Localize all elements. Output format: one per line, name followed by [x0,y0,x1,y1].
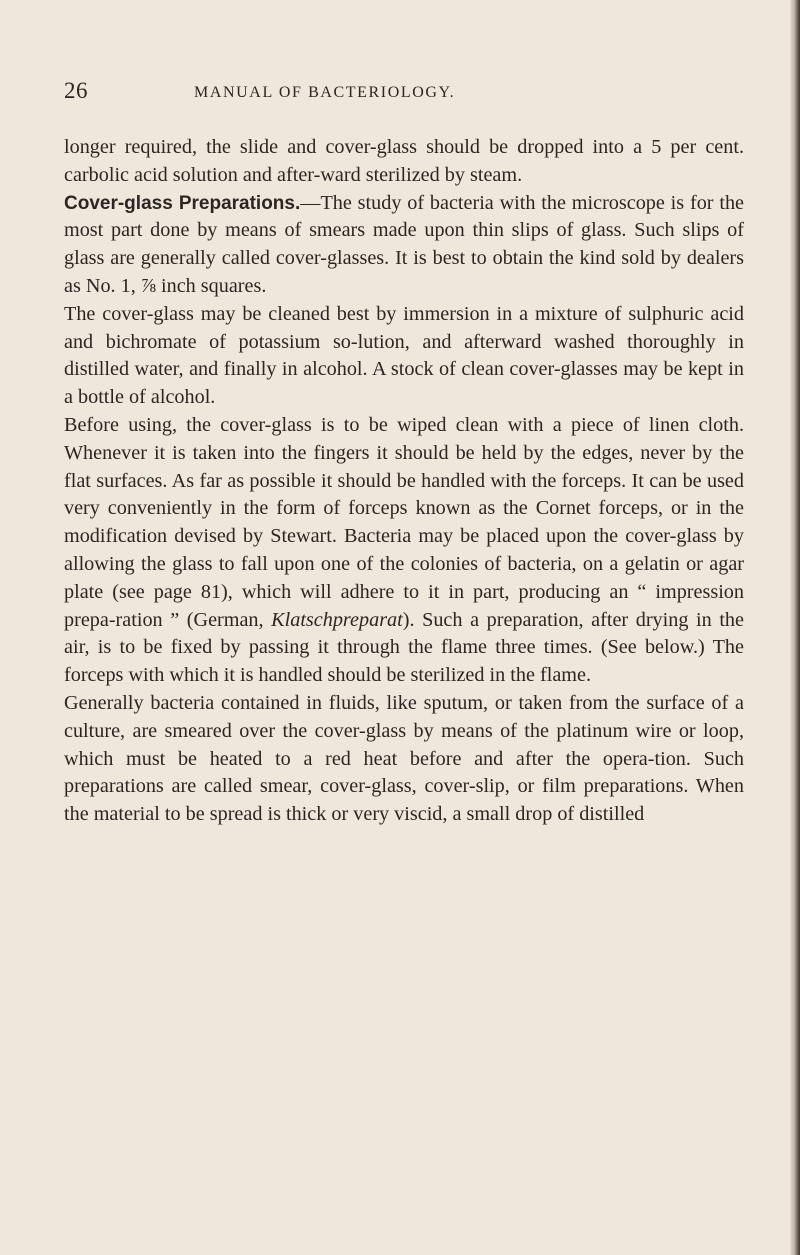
german-term: Klatschpreparat [271,608,403,631]
paragraph-5: Generally bacteria contained in fluids, like sputum, or taken from the surface of a culture, are smeared over the cover-glass by means of the platinum wire or loop, which must be heated to a red heat before and after the opera-tion. Such preparations are called smear, cover-glass, cover-slip, or film preparations. When the material to be spread is thick or very viscid, a small drop of distilled [64,691,744,826]
paragraph-2 [64,190,744,301]
paragraph-2-text: —The study of bacteria with the microscope is for the most part done by means of smears made upon thin slips of glass. Such slips of glass are generally called cover-glasses. It is best to obtain the kind sold by dealers as No. 1, ⅞ inch squares. [64,191,744,297]
paragraph-4-text-b: ). Such a preparation, after drying in the air, is to be fixed by passing it through the flame three times. (See below.) The forceps with which it is handled should be sterilized in the flame. [64,608,744,687]
paragraph-1: longer required, the slide and cover-glass should be dropped into a 5 per cent. carbolic acid solution and after-ward sterilized by steam. [64,136,744,186]
page-header [64,78,744,118]
running-head: MANUAL OF BACTERIOLOGY. [194,84,456,101]
page-number: 26 [64,78,88,103]
page-edge-shadow [790,0,800,1255]
paragraph-3: The cover-glass may be cleaned best by immersion in a mixture of sulphuric acid and bichromate of potassium so-lution, and afterward washed thoroughly in distilled water, and finally in alcohol. A stock of clean cover-glasses may be kept in a bottle of alcohol. [64,302,744,409]
body-text [64,134,744,829]
paragraph-4 [64,412,744,690]
section-heading: Cover-glass Preparations. [64,192,301,214]
paragraph-4-text-a: Before using, the cover-glass is to be wiped clean with a piece of linen cloth. Whenever it is taken into the fingers it should be held by the edges, never by the flat surfaces. As far as possible it should be handled with the forceps. It can be used very conveniently in the form of forceps known as the Cornet forceps, or in the modification devised by Stewart. Bacteria may be placed upon the cover-glass by allowing the glass to fall upon one of the colonies of bacteria, on a gelatin or agar plate (see page 81), which will adhere to it in part, producing an “ impression prepa-ration ” (German, [64,413,744,631]
